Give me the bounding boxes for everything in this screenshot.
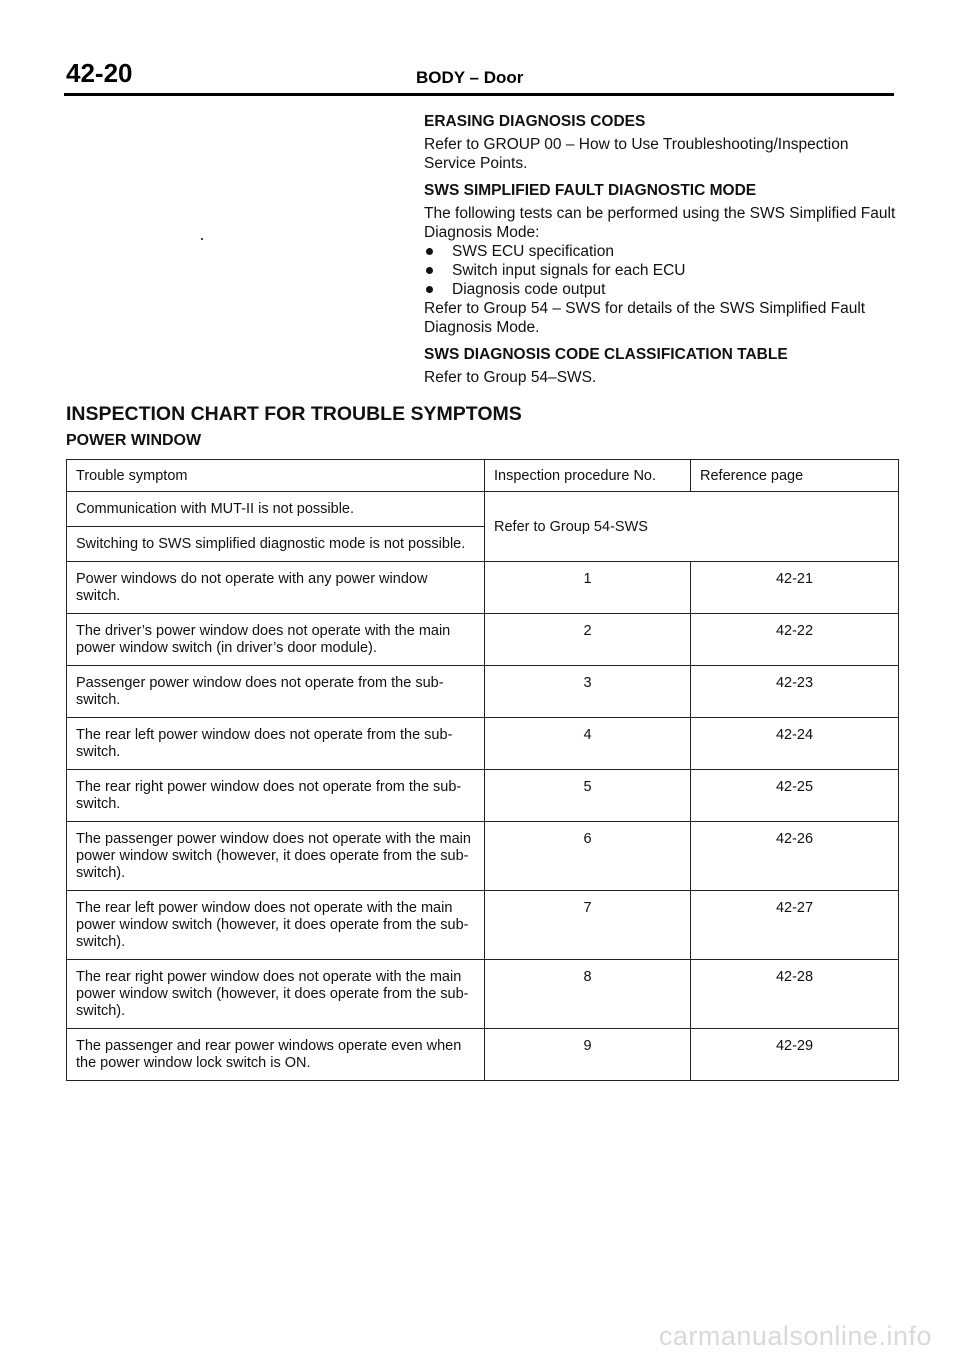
procedure-cell: 4: [485, 718, 691, 770]
symptom-cell: Passenger power window does not operate from the sub-switch.: [67, 666, 485, 718]
symptom-cell: The rear left power window does not operate from the sub-switch.: [67, 718, 485, 770]
reference-page-cell: 42-24: [691, 718, 899, 770]
symptom-cell: The driver’s power window does not operate with the main power window switch (in driver’s door module).: [67, 614, 485, 666]
reference-page-cell: 42-29: [691, 1029, 899, 1081]
classification-text: Refer to Group 54–SWS.: [424, 369, 597, 386]
symptom-cell: The rear left power window does not operate with the main power window switch (however, it does operate from the sub-switch).: [67, 891, 485, 960]
chart-title: INSPECTION CHART FOR TROUBLE SYMPTOMS: [66, 403, 522, 425]
symptom-cell: The rear right power window does not operate from the sub-switch.: [67, 770, 485, 822]
sws-mode-intro: The following tests can be performed using the SWS Simplified Fault Diagnosis Mode:: [424, 205, 896, 241]
table-row: [67, 614, 899, 666]
watermark: carmanualsonline.info: [658, 1321, 932, 1351]
symptom-cell: The rear right power window does not operate with the main power window switch (however, it does operate from the sub-switch).: [67, 960, 485, 1029]
diagnosis-section: [424, 112, 899, 395]
reference-page-cell: 42-25: [691, 770, 899, 822]
table-row: [67, 822, 899, 891]
inspection-chart-table: [66, 459, 899, 1081]
reference-page-cell: 42-28: [691, 960, 899, 1029]
table-header-row: [67, 460, 899, 492]
page-number: 42-20: [66, 58, 133, 88]
chart-subtitle: POWER WINDOW: [66, 432, 202, 449]
column-header-procedure: Inspection procedure No.: [485, 460, 691, 492]
symptom-cell: The passenger and rear power windows operate even when the power window lock switch is ON.: [67, 1029, 485, 1081]
reference-page-cell: 42-27: [691, 891, 899, 960]
sws-mode-list: [424, 242, 899, 299]
symptom-cell: The passenger power window does not operate with the main power window switch (however, it does operate from the sub-switch).: [67, 822, 485, 891]
erasing-heading: ERASING DIAGNOSIS CODES: [424, 113, 646, 130]
procedure-cell: 2: [485, 614, 691, 666]
classification-heading: SWS DIAGNOSIS CODE CLASSIFICATION TABLE: [424, 346, 788, 363]
reference-page-cell: 42-23: [691, 666, 899, 718]
group-reference-cell: Refer to Group 54-SWS: [485, 492, 899, 562]
table-row: [67, 960, 899, 1029]
sws-mode-reference: Refer to Group 54 – SWS for details of the SWS Simplified Fault Diagnosis Mode.: [424, 300, 866, 336]
table-row: [67, 666, 899, 718]
sws-mode-heading: SWS SIMPLIFIED FAULT DIAGNOSTIC MODE: [424, 182, 757, 199]
procedure-cell: 3: [485, 666, 691, 718]
procedure-cell: 8: [485, 960, 691, 1029]
list-item: SWS ECU specification: [424, 242, 899, 261]
reference-page-cell: 42-26: [691, 822, 899, 891]
table-row: [67, 1029, 899, 1081]
procedure-cell: 1: [485, 562, 691, 614]
table-row: [67, 718, 899, 770]
procedure-cell: 7: [485, 891, 691, 960]
symptom-cell: Switching to SWS simplified diagnostic mode is not possible.: [67, 527, 485, 562]
procedure-cell: 5: [485, 770, 691, 822]
header-rule: [64, 93, 894, 96]
column-header-symptom: Trouble symptom: [67, 460, 485, 492]
page-header-title: BODY – Door: [416, 68, 524, 87]
table-row: [67, 770, 899, 822]
reference-page-cell: 42-21: [691, 562, 899, 614]
reference-page-cell: 42-22: [691, 614, 899, 666]
procedure-cell: 9: [485, 1029, 691, 1081]
table-row: [67, 562, 899, 614]
procedure-cell: 6: [485, 822, 691, 891]
list-item: Diagnosis code output: [424, 280, 899, 299]
speck: [201, 238, 203, 240]
symptom-cell: Power windows do not operate with any power window switch.: [67, 562, 485, 614]
list-item: Switch input signals for each ECU: [424, 261, 899, 280]
erasing-text: Refer to GROUP 00 – How to Use Troubleshooting/Inspection Service Points.: [424, 136, 849, 172]
symptom-cell: Communication with MUT-II is not possible.: [67, 492, 485, 527]
column-header-reference: Reference page: [691, 460, 899, 492]
table-row: [67, 492, 899, 527]
table-row: [67, 891, 899, 960]
